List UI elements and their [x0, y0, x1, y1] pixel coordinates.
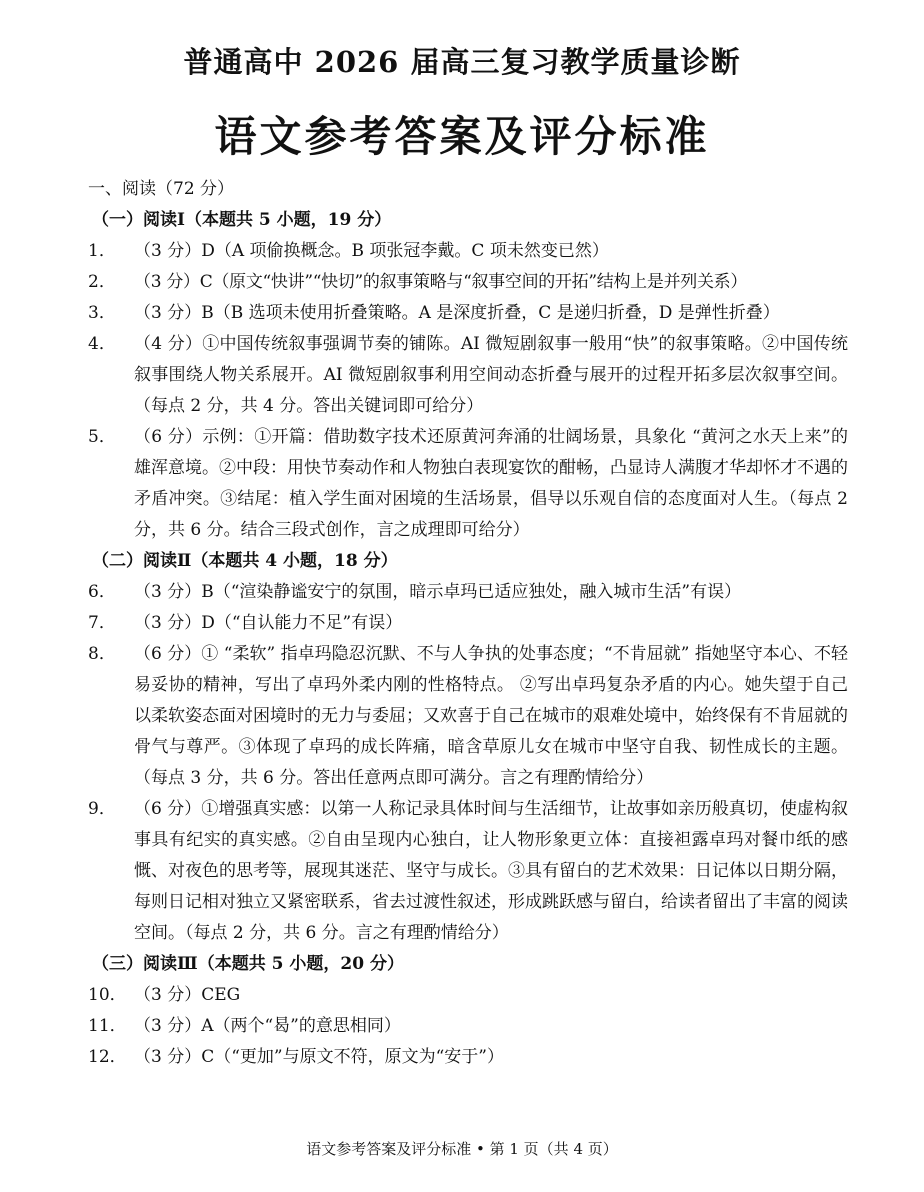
item-number: 8． [88, 644, 116, 664]
item-number: 7． [88, 613, 116, 633]
item-text: （3 分）CEG [134, 985, 241, 1005]
item-text: （6 分）① “柔软” 指卓玛隐忍沉默、不与人争执的处事态度；“不肯屈就” 指她坚守本心、不轻易妥协的精神，写出了卓玛外柔内刚的性格特点。 ②写出卓玛复杂矛盾的内心。她失望于自己以柔软姿态面对困境时的无力与委屈；又欢喜于自己在城市的艰难处境中，始终保有不肯屈就的骨气与尊严。③体现了卓玛的成长阵痛，暗含草原儿女在城市中坚守自我、韧性成长的主题。（每点 3 分，共 6 分。答出任意两点即可满分。言之有理酌情给分） [134, 644, 848, 788]
item-number: 11． [88, 1016, 127, 1036]
answer-item-12 [88, 1042, 848, 1073]
part2-list [88, 577, 848, 949]
item-text: （3 分）D（A 项偷换概念。B 项张冠李戴。C 项未然变已然） [134, 241, 609, 261]
part3-list [88, 980, 848, 1073]
item-text: （6 分）①增强真实感：以第一人称记录具体时间与生活细节，让故事如亲历般真切，使虚构叙事具有纪实的真实感。②自由呈现内心独白，让人物形象更立体：直接袒露卓玛对餐巾纸的感慨、对夜色的思考等，展现其迷茫、坚守与成长。③具有留白的艺术效果：日记体以日期分隔，每则日记相对独立又紧密联系，省去过渡性叙述，形成跳跃感与留白，给读者留出了丰富的阅读空间。（每点 2 分，共 6 分。言之有理酌情给分） [134, 799, 848, 943]
item-number: 5． [88, 427, 116, 447]
answer-item-5 [88, 422, 848, 546]
answer-item-4 [88, 329, 848, 422]
part1-heading: （一）阅读Ⅰ（本题共 5 小题，19 分） [92, 210, 392, 230]
item-text: （3 分）B（“渲染静谧安宁的氛围，暗示卓玛已适应独处，融入城市生活”有误） [134, 582, 742, 602]
item-number: 12． [88, 1047, 127, 1067]
item-text: （3 分）C（“更加”与原文不符，原文为“安于”） [134, 1047, 504, 1067]
answer-item-11 [88, 1011, 848, 1042]
answer-content [88, 174, 848, 1073]
part3-heading: （三）阅读Ⅲ（本题共 5 小题，20 分） [92, 954, 404, 974]
answer-item-7 [88, 608, 848, 639]
page-footer: 语文参考答案及评分标准 • 第 1 页（共 4 页） [306, 1140, 618, 1158]
item-number: 2． [88, 272, 116, 292]
answer-item-1 [88, 236, 848, 267]
item-text: （3 分）D（“自认能力不足”有误） [134, 613, 403, 633]
item-text: （3 分）B（B 选项未使用折叠策略。A 是深度折叠，C 是递归折叠，D 是弹性折叠） [134, 303, 780, 323]
answer-item-9 [88, 794, 848, 949]
item-text: （4 分）①中国传统叙事强调节奏的铺陈。AI 微短剧叙事一般用“快”的叙事策略。②中国传统叙事围绕人物关系展开。AI 微短剧叙事利用空间动态折叠与展开的过程开拓多层次叙事空间。（每点 2 分，共 4 分。答出关键词即可给分） [134, 334, 848, 416]
answer-item-10 [88, 980, 848, 1011]
item-number: 10． [88, 985, 127, 1005]
answer-item-2 [88, 267, 848, 298]
answer-item-8 [88, 639, 848, 794]
document-title: 语文参考答案及评分标准 [214, 112, 710, 161]
section-heading-reading: 一、阅读（72 分） [88, 179, 235, 199]
part1-list [88, 236, 848, 546]
item-number: 6． [88, 582, 116, 602]
item-text: （3 分）C（原文“快讲”“快切”的叙事策略与“叙事空间的开拓”结构上是并列关系） [134, 272, 748, 292]
item-text: （3 分）A（两个“曷”的意思相同） [134, 1016, 401, 1036]
answer-item-6 [88, 577, 848, 608]
item-number: 1． [88, 241, 116, 261]
part2-heading: （二）阅读Ⅱ（本题共 4 小题，18 分） [92, 551, 398, 571]
item-number: 4． [88, 334, 116, 354]
exam-title: 普通高中 2026 届高三复习教学质量诊断 [183, 45, 741, 79]
item-number: 3． [88, 303, 116, 323]
item-number: 9． [88, 799, 116, 819]
item-text: （6 分）示例：①开篇：借助数字技术还原黄河奔涌的壮阔场景，具象化 “黄河之水天上来”的雄浑意境。②中段：用快节奏动作和人物独白表现宴饮的酣畅，凸显诗人满腹才华却怀才不遇的矛盾冲突。③结尾：植入学生面对困境的生活场景，倡导以乐观自信的态度面对人生。（每点 2 分，共 6 分。结合三段式创作，言之成理即可给分） [134, 427, 848, 540]
answer-item-3 [88, 298, 848, 329]
